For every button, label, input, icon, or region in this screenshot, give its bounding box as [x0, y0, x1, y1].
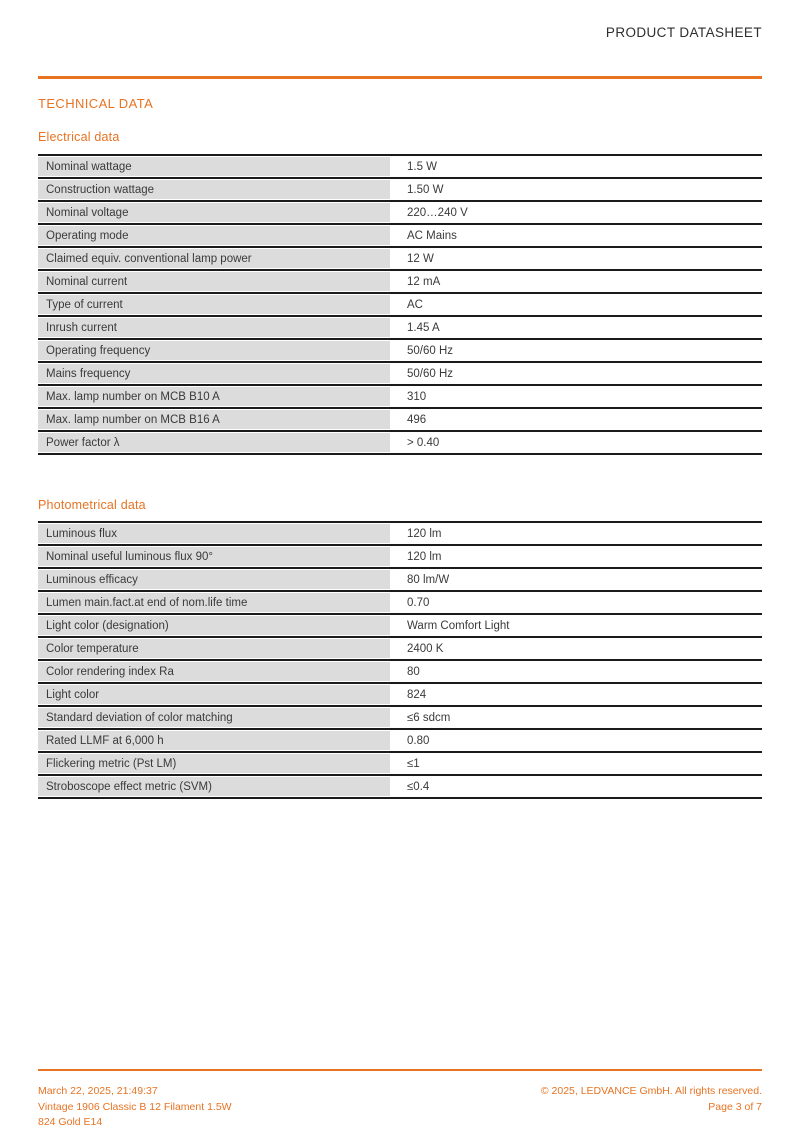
row-label: Operating frequency — [38, 341, 390, 360]
row-label: Color rendering index Ra — [38, 662, 390, 681]
table-row — [38, 636, 762, 659]
row-value: 80 — [407, 665, 420, 678]
table-row — [38, 521, 762, 544]
header-divider-rule — [38, 76, 762, 79]
row-value: 50/60 Hz — [407, 367, 454, 380]
row-value: 310 — [407, 390, 427, 403]
row-label: Construction wattage — [38, 180, 390, 199]
row-label: Stroboscope effect metric (SVM) — [38, 777, 390, 796]
row-label: Light color — [38, 685, 390, 704]
row-label: Nominal useful luminous flux 90° — [38, 547, 390, 566]
row-label: Nominal wattage — [38, 157, 390, 176]
row-value: 120 lm — [407, 527, 442, 540]
footer-divider-rule — [38, 1069, 762, 1071]
row-value: 0.80 — [407, 734, 430, 747]
row-value: 824 — [407, 688, 427, 701]
table-row — [38, 613, 762, 636]
table-row — [38, 384, 762, 407]
row-value: 1.45 A — [407, 321, 440, 334]
row-label: Luminous flux — [38, 524, 390, 543]
row-label: Lumen main.fact.at end of nom.life time — [38, 593, 390, 612]
table-row — [38, 361, 762, 384]
row-value: 120 lm — [407, 550, 442, 563]
row-label: Operating mode — [38, 226, 390, 245]
table-row — [38, 338, 762, 361]
row-value: ≤1 — [407, 757, 420, 770]
row-label: Rated LLMF at 6,000 h — [38, 731, 390, 750]
table-row — [38, 200, 762, 223]
section-heading-electrical: Electrical data — [38, 130, 120, 144]
electrical-data-table — [38, 154, 762, 455]
table-row — [38, 292, 762, 315]
row-label: Nominal current — [38, 272, 390, 291]
table-row — [38, 407, 762, 430]
row-value: 496 — [407, 413, 427, 426]
row-label: Nominal voltage — [38, 203, 390, 222]
row-value: ≤6 sdcm — [407, 711, 451, 724]
table-row — [38, 246, 762, 269]
row-label: Color temperature — [38, 639, 390, 658]
row-value: 220…240 V — [407, 206, 468, 219]
row-label: Light color (designation) — [38, 616, 390, 635]
table-row — [38, 154, 762, 177]
table-row — [38, 315, 762, 338]
footer-right-block — [541, 1084, 762, 1115]
row-value: > 0.40 — [407, 436, 440, 449]
row-value: 2400 K — [407, 642, 444, 655]
row-value: 80 lm/W — [407, 573, 450, 586]
row-value: ≤0.4 — [407, 780, 430, 793]
row-label: Type of current — [38, 295, 390, 314]
row-label: Max. lamp number on MCB B16 A — [38, 410, 390, 429]
table-row — [38, 682, 762, 705]
footer-page-number: Page 3 of 7 — [708, 1100, 762, 1113]
row-label: Max. lamp number on MCB B10 A — [38, 387, 390, 406]
table-row — [38, 177, 762, 200]
section-heading-photometrical: Photometrical data — [38, 498, 146, 512]
photometrical-data-table — [38, 521, 762, 799]
table-row — [38, 590, 762, 613]
row-label: Claimed equiv. conventional lamp power — [38, 249, 390, 268]
row-value: 1.50 W — [407, 183, 444, 196]
footer-product-variant: 824 Gold E14 — [38, 1116, 103, 1128]
page-title: TECHNICAL DATA — [38, 96, 154, 111]
footer-timestamp: March 22, 2025, 21:49:37 — [38, 1085, 158, 1097]
table-row — [38, 269, 762, 292]
row-label: Standard deviation of color matching — [38, 708, 390, 727]
row-label: Flickering metric (Pst LM) — [38, 754, 390, 773]
table-row — [38, 223, 762, 246]
row-value: 0.70 — [407, 596, 430, 609]
row-label: Inrush current — [38, 318, 390, 337]
row-label: Mains frequency — [38, 364, 390, 383]
row-value: 12 W — [407, 252, 434, 265]
table-row — [38, 430, 762, 453]
row-value: Warm Comfort Light — [407, 619, 510, 632]
row-value: 1.5 W — [407, 160, 438, 173]
table-row — [38, 567, 762, 590]
table-row — [38, 751, 762, 774]
table-row — [38, 705, 762, 728]
row-value: 12 mA — [407, 275, 441, 288]
row-value: 50/60 Hz — [407, 344, 454, 357]
row-label: Luminous efficacy — [38, 570, 390, 589]
row-value: AC Mains — [407, 229, 457, 242]
table-row — [38, 659, 762, 682]
row-label: Power factor λ — [38, 433, 390, 452]
table-row — [38, 544, 762, 567]
row-value: AC — [407, 298, 423, 311]
footer-left-block — [38, 1084, 232, 1131]
footer-product-name: Vintage 1906 Classic B 12 Filament 1.5W — [38, 1100, 232, 1113]
table-row — [38, 774, 762, 797]
footer-copyright: © 2025, LEDVANCE GmbH. All rights reserved. — [540, 1085, 762, 1097]
table-row — [38, 728, 762, 751]
document-type-title: PRODUCT DATASHEET — [605, 25, 762, 40]
